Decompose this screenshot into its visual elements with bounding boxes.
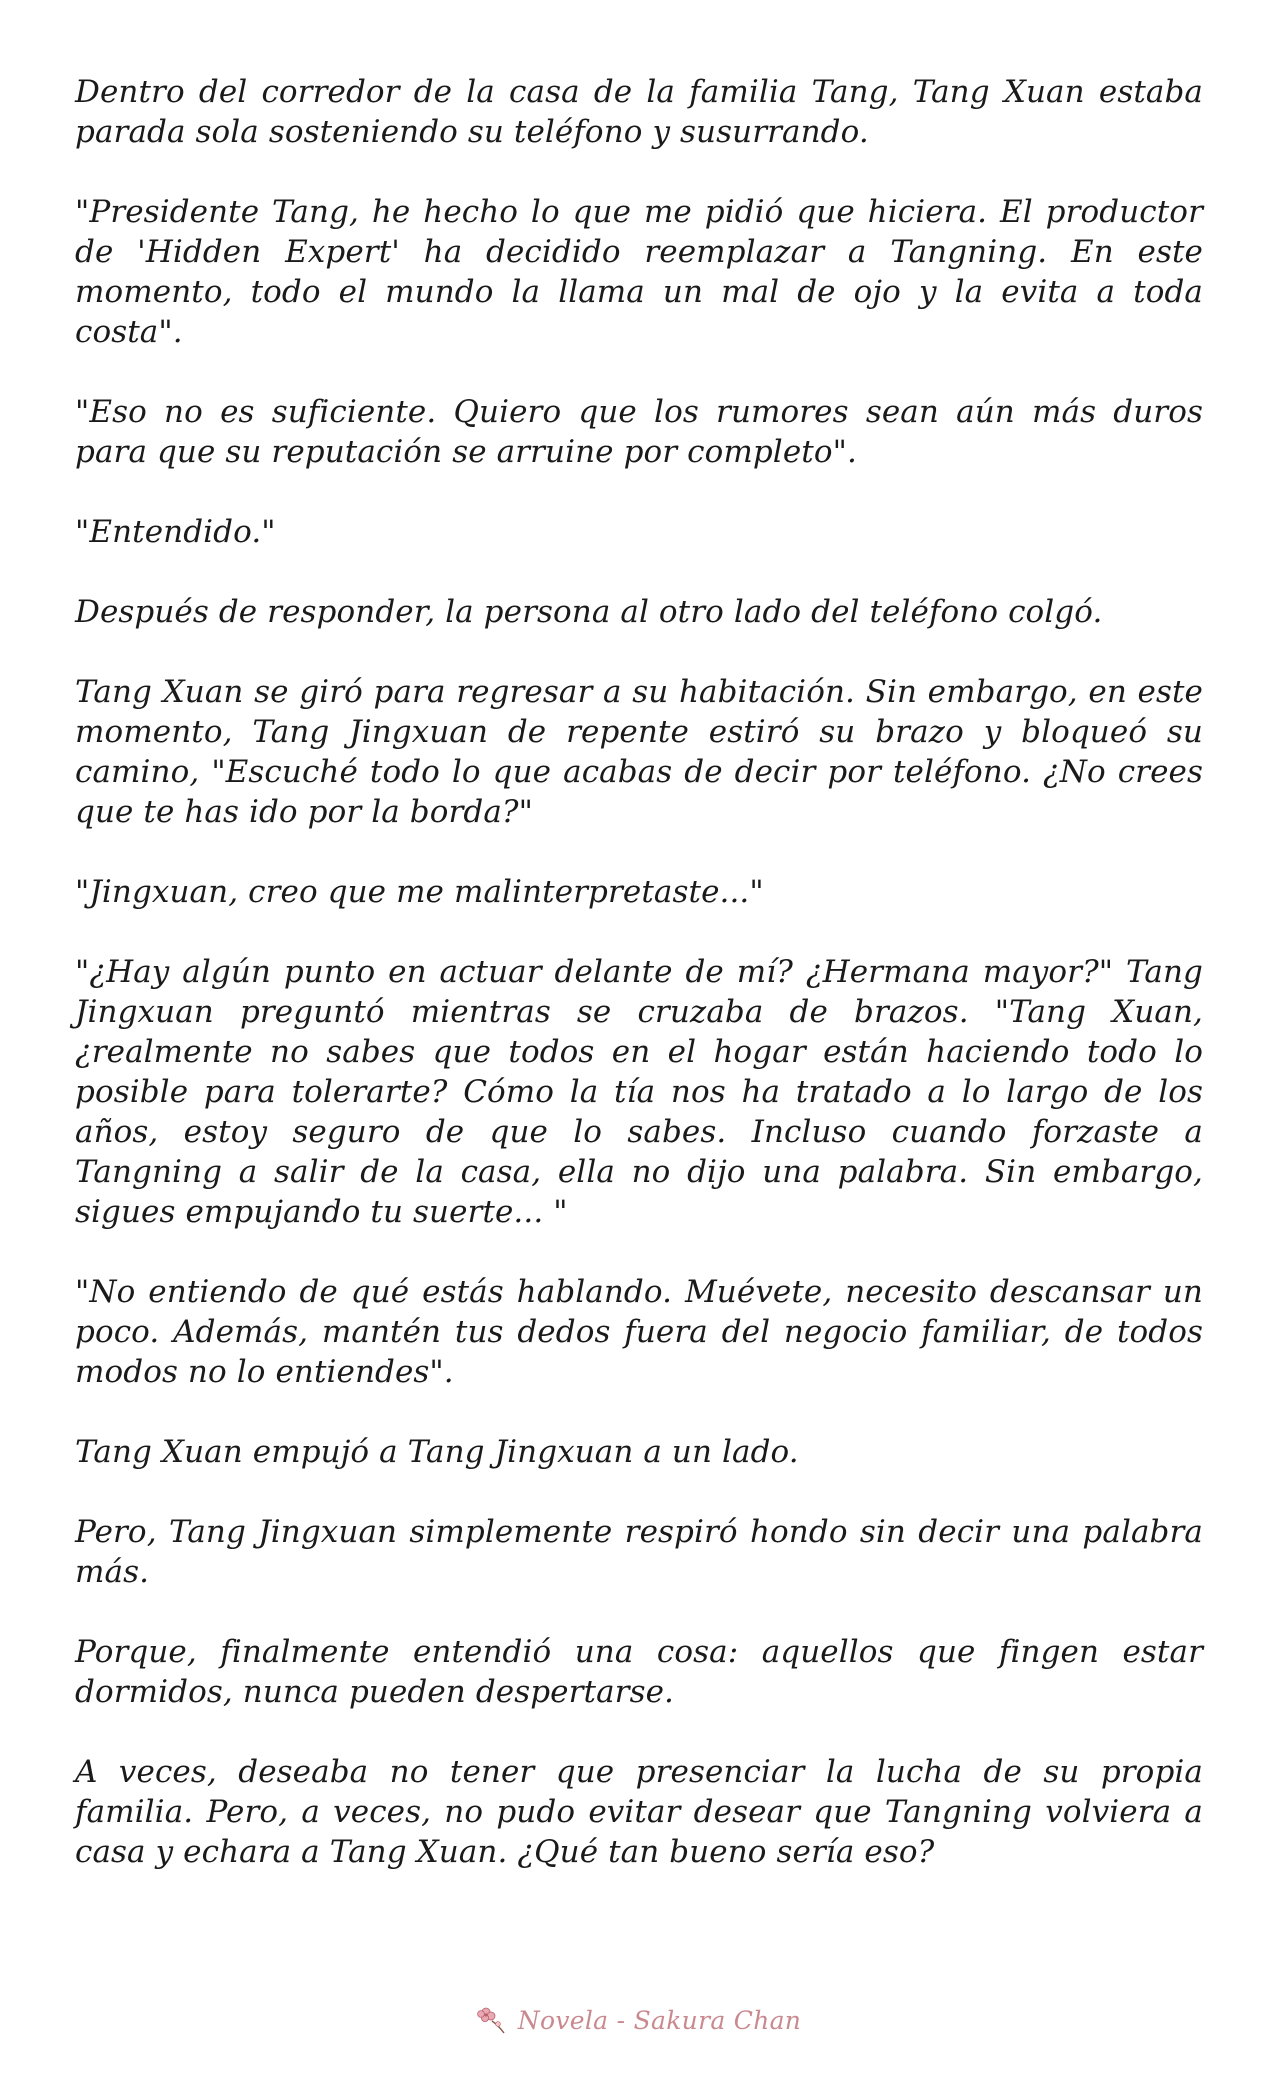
paragraph-1: Dentro del corredor de la casa de la familia Tang, Tang Xuan estaba parada sola sosteniendo su teléfono y susurrando.: [75, 74, 1203, 150]
paragraph-10: Tang Xuan empujó a Tang Jingxuan a un lado.: [75, 1434, 799, 1470]
paragraph-6: Tang Xuan se giró para regresar a su habitación. Sin embargo, en este momento, Tang Jingxuan de repente estiró su brazo y bloqueó su camino, "Escuché todo lo que acabas de decir por teléfono. ¿No crees que te has ido por la borda?": [75, 674, 1203, 830]
paragraph-9: "No entiendo de qué estás hablando. Muévete, necesito descansar un poco. Además, mantén tus dedos fuera del negocio familiar, de todos modos no lo entiendes".: [75, 1274, 1203, 1390]
paragraph-8: "¿Hay algún punto en actuar delante de mí? ¿Hermana mayor?" Tang Jingxuan preguntó mientras se cruzaba de brazos. "Tang Xuan, ¿realmente no sabes que todos en el hogar están haciendo todo lo posible para tolerarte? Cómo la tía nos ha tratado a lo largo de los años, estoy seguro de que lo sabes. Incluso cuando forzaste a Tangning a salir de la casa, ella no dijo una palabra. Sin embargo, sigues empujando tu suerte... ": [75, 954, 1203, 1230]
sakura-blossom-icon: [474, 2003, 508, 2037]
paragraph-11: Pero, Tang Jingxuan simplemente respiró hondo sin decir una palabra más.: [75, 1514, 1203, 1590]
paragraph-7: "Jingxuan, creo que me malinterpretaste...": [75, 874, 764, 910]
paragraph-3: "Eso no es suficiente. Quiero que los rumores sean aún más duros para que su reputación se arruine por completo".: [75, 394, 1203, 470]
paragraph-12: Porque, finalmente entendió una cosa: aquellos que fingen estar dormidos, nunca pueden despertarse.: [75, 1634, 1203, 1710]
paragraph-4: "Entendido.": [75, 514, 276, 550]
watermark-footer: [0, 1990, 1275, 2050]
paragraph-13: A veces, deseaba no tener que presenciar la lucha de su propia familia. Pero, a veces, no pudo evitar desear que Tangning volviera a casa y echara a Tang Xuan. ¿Qué tan bueno sería eso?: [75, 1754, 1203, 1870]
paragraph-2: "Presidente Tang, he hecho lo que me pidió que hiciera. El productor de 'Hidden Expert' ha decidido reemplazar a Tangning. En este momento, todo el mundo la llama un mal de ojo y la evita a toda costa".: [75, 194, 1203, 350]
chapter-text: [75, 72, 1203, 1912]
watermark-text: Novela - Sakura Chan: [517, 2005, 802, 2035]
paragraph-5: Después de responder, la persona al otro lado del teléfono colgó.: [75, 594, 1103, 630]
